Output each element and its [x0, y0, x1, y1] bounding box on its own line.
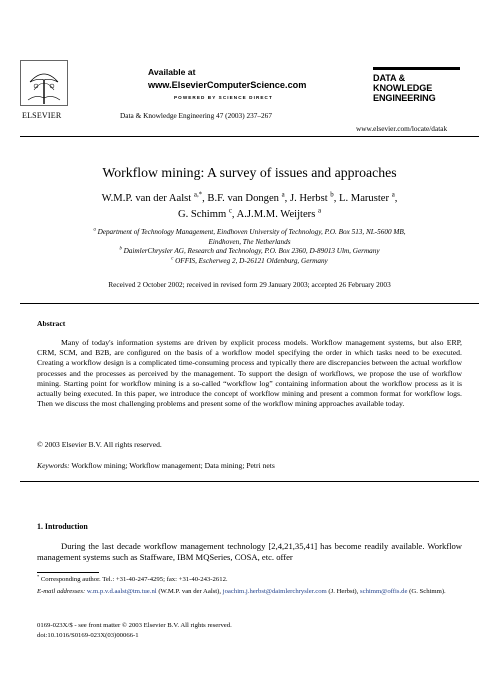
- journal-brand-line: KNOWLEDGE: [373, 83, 433, 93]
- email-owner: (J. Herbst),: [328, 588, 359, 595]
- affiliation-a: $^a$ Department of Technology Management, Eindhoven University of Technology, P.O. Box 513, NL-5600 MB,: [93, 227, 406, 236]
- section-heading: 1. Introduction: [37, 522, 88, 531]
- affiliation-c-text: OFFIS, Escherweg 2, D-26121 Oldenburg, Germany: [175, 256, 328, 265]
- site-link[interactable]: www.ElsevierComputerScience.com: [148, 80, 307, 90]
- footnote-rule: [37, 572, 99, 573]
- journal-brand: [373, 73, 436, 103]
- keywords: [37, 461, 275, 470]
- journal-citation: Data & Knowledge Engineering 47 (2003) 237–267: [120, 111, 272, 120]
- email-link[interactable]: w.m.p.v.d.aalst@tm.tue.nl: [86, 588, 157, 595]
- affiliation-a2: Eindhoven, The Netherlands: [208, 237, 291, 246]
- received-dates: Received 2 October 2002; received in revised form 29 January 2003; accepted 26 February 2003: [108, 280, 391, 289]
- journal-url-link[interactable]: www.elsevier.com/locate/datak: [356, 124, 448, 133]
- affiliation-a-text: Department of Technology Management, Eindhoven University of Technology, P.O. Box 513, NL-5600 MB,: [97, 228, 406, 236]
- abstract-bottom-rule: [20, 481, 479, 482]
- doi-line: doi:10.1016/S0169-023X(03)00066-1: [37, 632, 139, 639]
- keywords-label: Keywords:: [37, 461, 70, 470]
- email-link[interactable]: schimm@offis.de: [360, 588, 408, 595]
- affiliation-b-text: DaimlerChrysler AG, Research and Technology, P.O. Box 2360, D-89013 Ulm, Germany: [123, 247, 380, 256]
- header-rule: [20, 136, 479, 137]
- affiliation-c: $^c$ OFFIS, Escherweg 2, D-26121 Oldenburg, Germany: [171, 256, 328, 265]
- affiliation-b: $^b$ DaimlerChrysler AG, Research and Technology, P.O. Box 2360, D-89013 Ulm, Germany: [119, 246, 380, 256]
- journal-brand-bar: [373, 67, 460, 70]
- authors-line: W.M.P. van der Aalst $^{a,*}$, B.F. van Dongen $^a$, J. Herbst $^b$, L. Maruster $^a$,: [101, 191, 398, 204]
- author-list: [30, 191, 469, 222]
- authors-line: G. Schimm $^c$, A.J.M.M. Weijters $^a$: [177, 206, 322, 220]
- journal-brand-line: DATA &: [373, 73, 406, 83]
- publisher-name: ELSEVIER: [22, 111, 62, 120]
- abstract-heading: Abstract: [37, 319, 66, 328]
- abstract-body: Many of today's information systems are driven by explicit process models. Workflow management systems, but also ERP, CRM, SCM, and B2B, are configured on the basis of a workflow model specifying the order in which tasks need to be executed. Creating a workflow design is a complicated time-consuming process and typically there are discrepancies between the actual workflow processes and the processes as perceived by the management. To support the design of workflows, we propose the use of workflow mining. Starting point for workflow mining is a so-called “workflow log” containing information about the workflow process as it is actually being executed. In this paper, we introduce the concept of workflow mining and present a common format for workflow logs. Then we discuss the most challenging problems and present some of the workflow mining approaches available today.: [37, 338, 462, 409]
- affiliations: [30, 228, 469, 266]
- article-title: Workflow mining: A survey of issues and approaches: [102, 165, 397, 180]
- issn-line: 0169-023X/$ - see front matter © 2003 Elsevier B.V. All rights reserved.: [37, 622, 232, 629]
- keywords-list: Workflow mining; Workflow management; Data mining; Petri nets: [71, 461, 275, 470]
- intro-paragraph: During the last decade workflow management technology [2,4,21,35,41] has become readily available. Workflow management systems such as Staffware, IBM MQSeries, COSA, etc. offer: [37, 541, 462, 562]
- email-owner: (G. Schimm).: [409, 588, 446, 595]
- powered-by-label: POWERED BY SCIENCE DIRECT: [174, 95, 273, 100]
- corresponding-text: Corresponding author. Tel.: +31-40-247-4295; fax: +31-40-243-2612.: [40, 576, 228, 583]
- email-addresses: [37, 587, 462, 597]
- email-owner: (W.M.P. van der Aalst),: [158, 588, 222, 595]
- copyright-notice: © 2003 Elsevier B.V. All rights reserved.: [37, 440, 162, 449]
- email-label: E-mail addresses:: [37, 588, 86, 595]
- abstract-top-rule: [20, 303, 479, 304]
- elsevier-logo: [20, 60, 68, 106]
- available-at-label: Available at: [148, 67, 196, 77]
- journal-brand-line: ENGINEERING: [373, 93, 436, 103]
- email-link[interactable]: joachim.j.herbst@daimlerchrysler.com: [222, 588, 327, 595]
- corresponding-author-note: * Corresponding author. Tel.: +31-40-247-4295; fax: +31-40-243-2612.: [37, 573, 228, 583]
- elsevier-tree-icon: [20, 60, 68, 106]
